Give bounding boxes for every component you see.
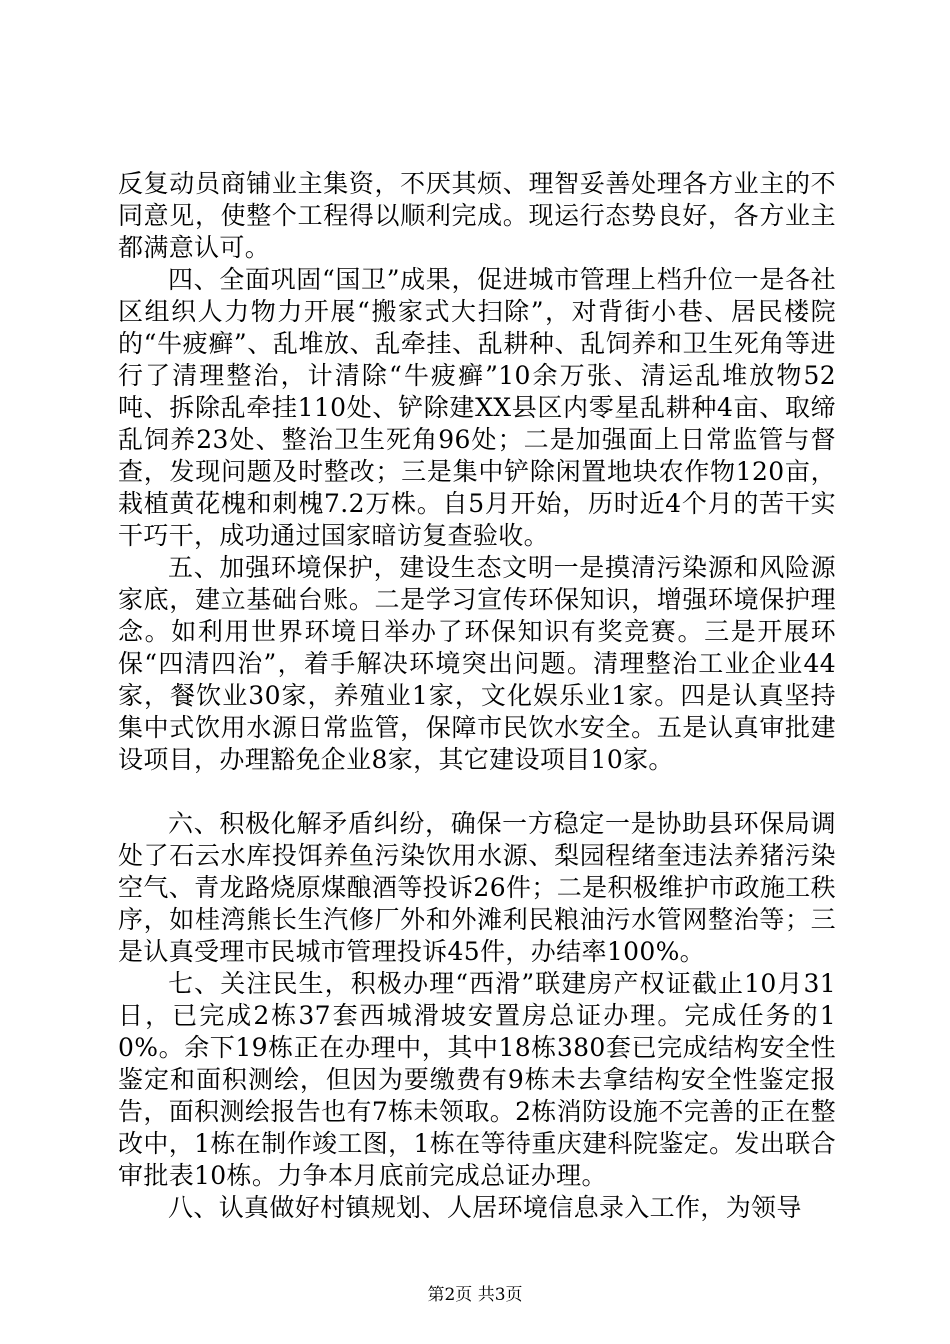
document-body xyxy=(118,168,836,1224)
paragraph-section-6: 六、积极化解矛盾纠纷，确保一方稳定一是协助县环保局调处了石云水库投饵养鱼污染饮用水源、梨园程绪奎违法养猪污染空气、青龙路烧原煤酿酒等投诉26件；二是积极维护市政施工秩序，如桂湾熊长生汽修厂外和外滩利民粮油污水管网整治等；三是认真受理市民城市管理投诉45件，办结率100%。 xyxy=(118,809,836,966)
page-footer: 第2页 共3页 xyxy=(427,1285,523,1305)
paragraph-section-8: 八、认真做好村镇规划、人居环境信息录入工作，为领导 xyxy=(168,1193,802,1222)
paragraph-continuation: 反复动员商铺业主集资，不厌其烦、理智妥善处理各方业主的不同意见，使整个工程得以顺利完成。现运行态势良好，各方业主都满意认可。 xyxy=(118,169,836,262)
paragraph-spacer xyxy=(118,776,836,808)
paragraph-section-7: 七、关注民生，积极办理“西滑”联建房产权证截止10月31日，已完成2栋37套西城滑坡安置房总证办理。完成任务的10%。余下19栋正在办理中，其中18栋380套已完成结构安全性鉴定和面积测绘，但因为要缴费有9栋未去拿结构安全性鉴定报告，面积测绘报告也有7栋未领取。2栋消防设施不完善的正在整改中，1栋在制作竣工图，1栋在等待重庆建科院鉴定。发出联合审批表10栋。力争本月底前完成总证办理。 xyxy=(118,969,836,1190)
paragraph-section-5: 五、加强环境保护，建设生态文明一是摸清污染源和风险源家底，建立基础台账。二是学习宣传环保知识，增强环境保护理念。如利用世界环境日举办了环保知识有奖竞赛。三是开展环保“四清四治”，着手解决环境突出问题。清理整治工业企业44家，餐饮业30家，养殖业1家，文化娱乐业1家。四是认真坚持集中式饮用水源日常监管，保障市民饮水安全。五是认真审批建设项目，办理豁免企业8家，其它建设项目10家。 xyxy=(118,553,836,774)
paragraph-section-4: 四、全面巩固“国卫”成果，促进城市管理上档升位一是各社区组织人力物力开展“搬家式大扫除”，对背街小巷、居民楼院的“牛疲癣”、乱堆放、乱牵挂、乱耕种、乱饲养和卫生死角等进行了清理整治，计清除“牛疲癣”10余万张、清运乱堆放物52吨、拆除乱牵挂110处、铲除建XX县区内零星乱耕种4亩、取缔乱饲养23处、整治卫生死角96处；二是加强面上日常监管与督查，发现问题及时整改；三是集中铲除闲置地块农作物120亩，栽植黄花槐和刺槐7.2万株。自5月开始，历时近4个月的苦干实干巧干，成功通过国家暗访复查验收。 xyxy=(118,265,836,550)
